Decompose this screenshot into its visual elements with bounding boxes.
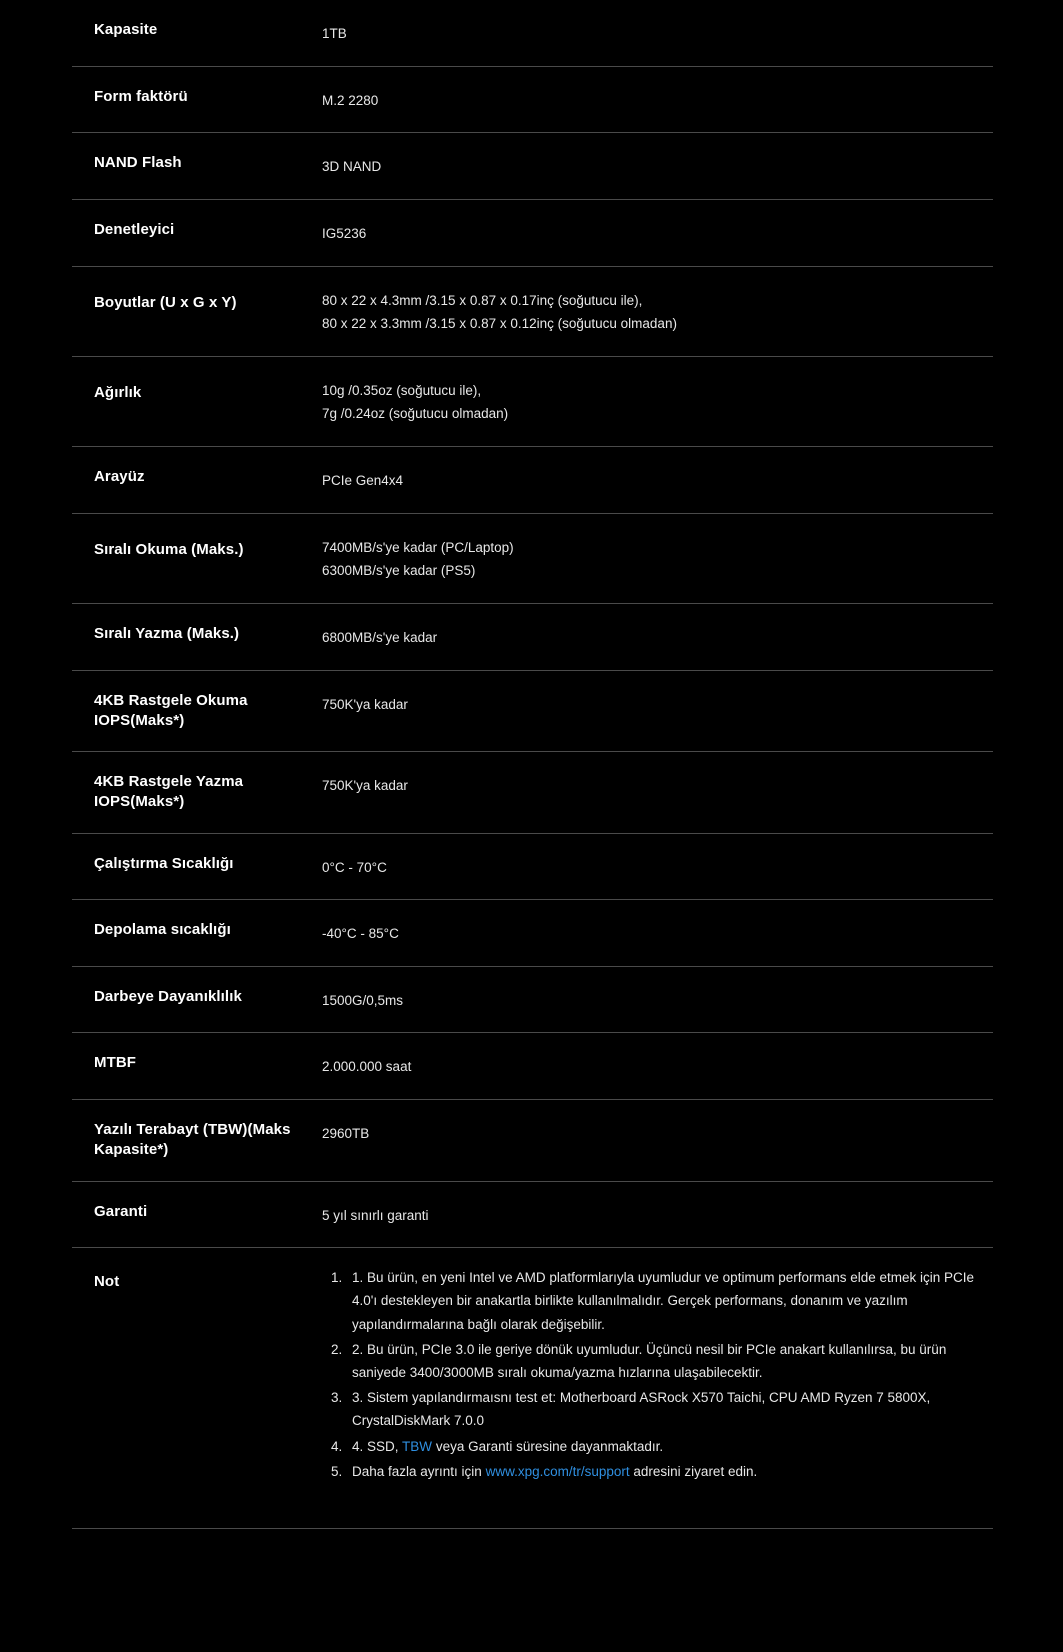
spec-value — [322, 514, 993, 603]
spec-value — [322, 671, 993, 737]
note-item5-prefix: Daha fazla ayrıntı için — [352, 1463, 482, 1479]
table-row — [72, 967, 993, 1034]
spec-value-line: 3D NAND — [322, 159, 382, 175]
table-row — [72, 900, 993, 967]
table-row — [72, 514, 993, 604]
note-item4-prefix: 4. SSD, — [352, 1438, 399, 1454]
table-row — [72, 834, 993, 901]
table-row — [72, 604, 993, 671]
list-item: 3. 3. Sistem yapılandırmaısnı test et: Motherboard ASRock X570 Taichi, CPU AMD Ryzen 7 5800X, CrystalDiskMark 7.0.0 — [346, 1386, 993, 1432]
spec-value — [322, 1100, 993, 1166]
spec-value-line: 2.000.000 saat — [322, 1059, 412, 1075]
spec-value — [322, 133, 993, 199]
bottom-spacer — [72, 1529, 993, 1587]
table-row — [72, 671, 993, 753]
spec-value — [322, 0, 993, 66]
spec-value — [322, 752, 993, 818]
note-list — [322, 1248, 993, 1505]
spec-value-line: 5 yıl sınırlı garanti — [322, 1207, 429, 1223]
spec-value-line: 750K'ya kadar — [322, 778, 408, 793]
spec-value-line: 80 x 22 x 4.3mm /3.15 x 0.87 x 0.17inç (soğutucu ile), — [322, 292, 643, 308]
spec-value — [322, 267, 993, 356]
spec-label: MTBF — [94, 1054, 137, 1072]
spec-label: Ağırlık — [94, 383, 142, 401]
table-row — [72, 133, 993, 200]
spec-value-line: 6300MB/s'ye kadar (PS5) — [322, 563, 476, 579]
note-item5-suffix: adresini ziyaret edin. — [633, 1463, 758, 1479]
spec-label: Garanti — [94, 1202, 148, 1220]
table-row — [72, 447, 993, 514]
spec-label: 4KB Rastgele Yazma IOPS(Maks*) — [94, 773, 244, 811]
spec-label: Boyutlar (U x G x Y) — [94, 293, 237, 311]
spec-label: Arayüz — [94, 468, 145, 485]
spec-value — [322, 834, 993, 900]
spec-label: Darbeye Dayanıklılık — [94, 987, 242, 1005]
spec-value-line: M.2 2280 — [322, 92, 379, 108]
table-row — [72, 752, 993, 834]
spec-label: Sıralı Yazma (Maks.) — [94, 624, 240, 642]
tbw-link[interactable]: TBW — [402, 1438, 433, 1454]
list-item — [346, 1460, 993, 1483]
spec-value-line: 2960TB — [322, 1126, 370, 1141]
spec-value-line: 750K'ya kadar — [322, 696, 408, 712]
spec-value — [322, 1033, 993, 1099]
spec-label: Form faktörü — [94, 87, 188, 105]
spec-value — [322, 357, 993, 446]
spec-value-line: 6800MB/s'ye kadar — [322, 629, 438, 645]
list-item — [346, 1435, 993, 1458]
spec-label: Yazılı Terabayt (TBW)(Maks Kapasite*) — [94, 1121, 291, 1159]
spec-value — [322, 967, 993, 1033]
spec-label: Sıralı Okuma (Maks.) — [94, 540, 244, 558]
spec-value-line: 1TB — [322, 26, 347, 41]
note-content — [322, 1248, 993, 1505]
table-row — [72, 1033, 993, 1100]
table-row — [72, 67, 993, 134]
table-row — [72, 1182, 993, 1249]
spec-value-line: 10g /0.35oz (soğutucu ile), — [322, 382, 482, 398]
table-row — [72, 200, 993, 267]
spec-value — [322, 200, 993, 266]
spec-value-line: IG5236 — [322, 225, 367, 241]
spec-label: Not — [94, 1273, 120, 1291]
note-item4-suffix: veya Garanti süresine dayanmaktadır. — [435, 1438, 664, 1454]
spec-value-line: 7400MB/s'ye kadar (PC/Laptop) — [322, 539, 514, 555]
spec-value — [322, 447, 993, 513]
spec-value-line: 80 x 22 x 3.3mm /3.15 x 0.87 x 0.12inç (soğutucu olmadan) — [322, 316, 677, 332]
spec-value-line: 0°C - 70°C — [322, 859, 387, 875]
spec-label: Depolama sıcaklığı — [94, 921, 231, 939]
spec-label: Denetleyici — [94, 220, 175, 238]
table-row — [72, 357, 993, 447]
spec-value — [322, 1182, 993, 1248]
list-item: 2. 2. Bu ürün, PCIe 3.0 ile geriye dönük uyumludur. Üçüncü nesil bir PCIe anakart kullanılırsa, bu ürün saniyede 3400/3000MB sıralı okuma/yazma hızlarına ulaşabilecektir. — [346, 1338, 993, 1384]
table-row-note — [72, 1248, 993, 1529]
spec-label: Çalıştırma Sıcaklığı — [94, 854, 234, 872]
list-item: 1. 1. Bu ürün, en yeni Intel ve AMD platformlarıyla uyumludur ve optimum performans elde etmek için PCIe 4.0'ı destekleyen bir anakartla birlikte kullanılmalıdır. Gerçek performans, donanım ve yazılım yapılandırmalarına bağlı olarak değişebilir. — [346, 1266, 993, 1336]
spec-value-line: -40°C - 85°C — [322, 926, 399, 942]
spec-label: Kapasite — [94, 21, 158, 38]
spec-value — [322, 900, 993, 966]
table-row — [72, 1100, 993, 1182]
spec-value-line: 1500G/0,5ms — [322, 992, 404, 1008]
spec-value — [322, 67, 993, 133]
spec-value — [322, 604, 993, 670]
spec-label: 4KB Rastgele Okuma IOPS(Maks*) — [94, 691, 248, 729]
spec-label: NAND Flash — [94, 154, 182, 172]
support-url-link[interactable]: www.xpg.com/tr/support — [485, 1463, 630, 1479]
table-row — [72, 267, 993, 357]
spec-value-line: 7g /0.24oz (soğutucu olmadan) — [322, 406, 509, 422]
spec-value-line: PCIe Gen4x4 — [322, 473, 404, 488]
table-row — [72, 0, 993, 67]
